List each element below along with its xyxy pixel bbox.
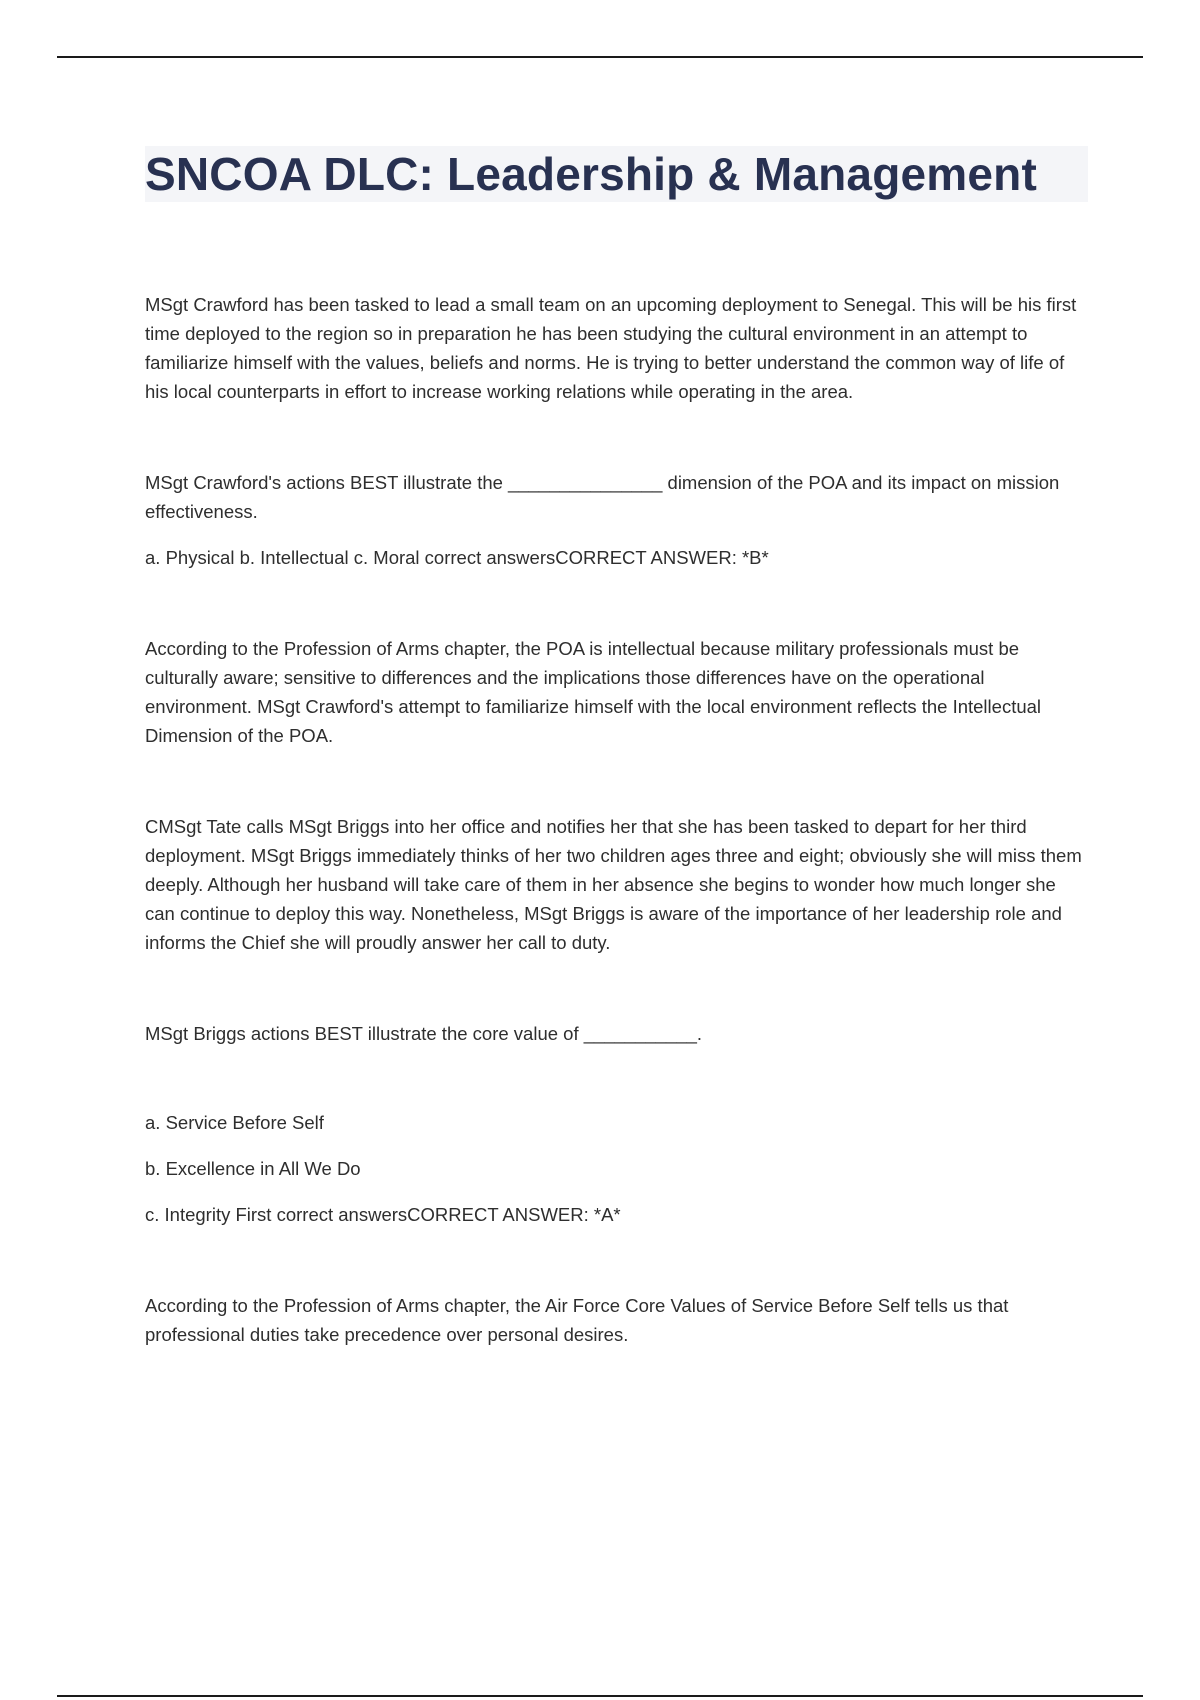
question-2-option-a: a. Service Before Self — [145, 1112, 324, 1133]
top-rule — [57, 56, 1143, 58]
question-2-answer: c. Integrity First correct answersCORRECT ANSWER: *A* — [145, 1204, 621, 1225]
question-1-answer: a. Physical b. Intellectual c. Moral correct answersCORRECT ANSWER: *B* — [145, 547, 769, 568]
question-1-prompt: MSgt Crawford's actions BEST illustrate the _______________ dimension of the POA and its impact on mission effectiveness. — [145, 472, 1060, 522]
question-2-explanation: According to the Profession of Arms chapter, the Air Force Core Values of Service Before Self tells us that professional duties take precedence over personal desires. — [145, 1295, 1009, 1345]
bottom-rule — [57, 1695, 1143, 1697]
question-1-explanation: According to the Profession of Arms chapter, the POA is intellectual because military professionals must be culturally aware; sensitive to differences and the implications those differences have on the operational environment. MSgt Crawford's attempt to familiarize himself with the local environment reflects the Intellectual Dimension of the POA. — [145, 638, 1042, 746]
question-2-option-b: b. Excellence in All We Do — [145, 1158, 361, 1179]
question-2-scenario: CMSgt Tate calls MSgt Briggs into her office and notifies her that she has been tasked to depart for her third deployment. MSgt Briggs immediately thinks of her two children ages three and eight; obviously she will miss them deeply. Although her husband will take care of them in her absence she begins to wonder how much longer she can continue to deploy this way. Nonetheless, MSgt Briggs is aware of the importance of her leadership role and informs the Chief she will proudly answer her call to duty. — [145, 816, 1082, 953]
document-body — [145, 290, 1090, 1349]
title-banner — [145, 146, 1088, 202]
question-2-prompt: MSgt Briggs actions BEST illustrate the core value of ___________. — [145, 1023, 703, 1044]
document-title: SNCOA DLC: Leadership & Management — [145, 148, 1037, 200]
question-1-scenario: MSgt Crawford has been tasked to lead a small team on an upcoming deployment to Senegal. This will be his first time deployed to the region so in preparation he has been studying the cultural environment in an attempt to familiarize himself with the values, beliefs and norms. He is trying to better understand the common way of life of his local counterparts in effort to increase working relations while operating in the area. — [145, 294, 1077, 402]
